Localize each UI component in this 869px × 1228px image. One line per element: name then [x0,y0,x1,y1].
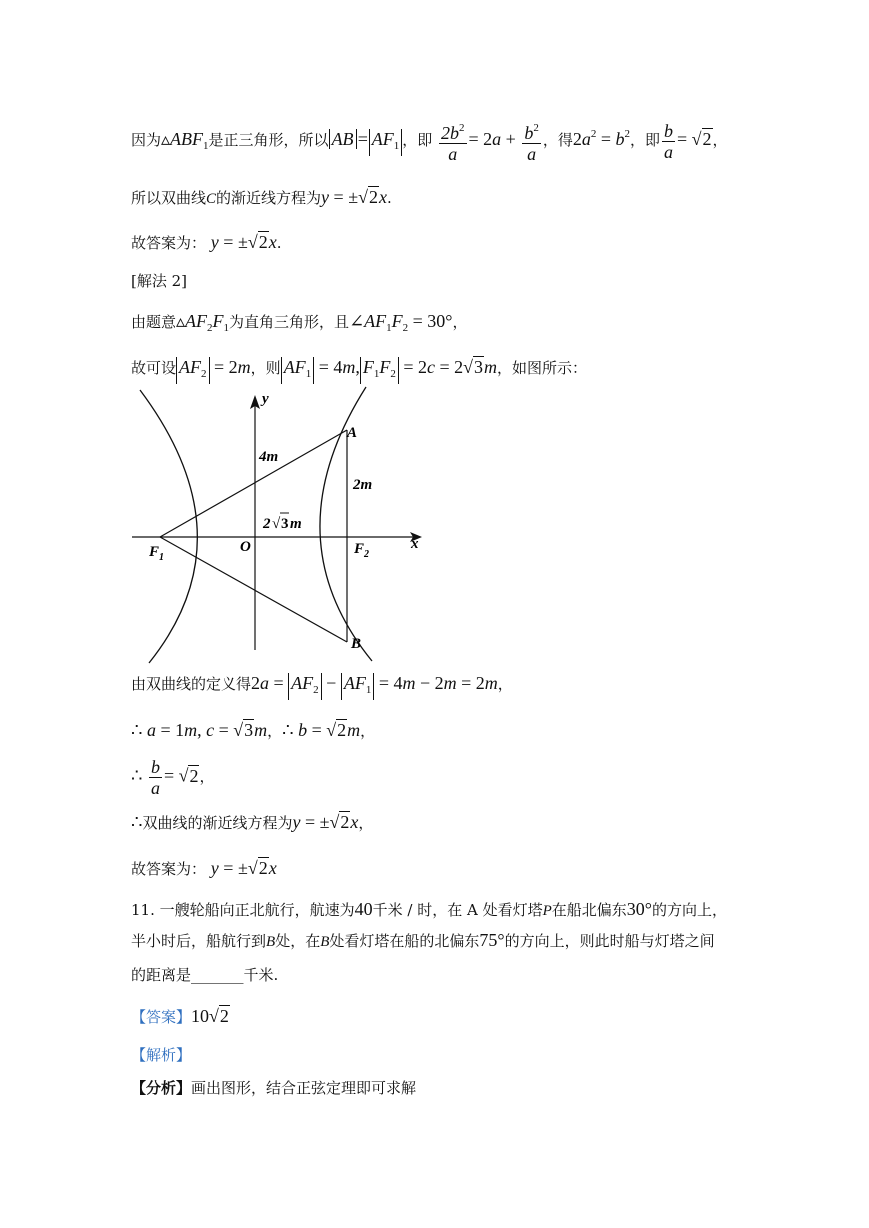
method-2-heading: [解法 2] [131,272,188,290]
text: 故可设 [131,359,177,377]
answer-value: 10 [191,1006,210,1026]
text: 千米 / 时，在 A 处看灯塔 [372,901,543,919]
segment-F1A [160,430,347,537]
text: 的方向上， [651,901,727,919]
hyperbola-right-branch [320,387,372,661]
text: ， [712,131,728,149]
text: 故答案为： [131,860,207,878]
var-C: C [206,191,217,207]
text: 处，在 [275,932,321,950]
text: 故答案为： [131,234,207,252]
text: 在船北偏东 [551,901,627,919]
label-F2: $F_2$ [354,541,370,560]
text: 双曲线的渐近线方程为 [142,814,293,832]
label-B: B [351,636,362,652]
text: ，如图所示： [497,359,588,377]
text: 的渐近线方程为 [216,189,322,207]
svg-text:√: √ [272,516,281,532]
solution-line-8: ∴ a = 1m, c = √3m，∴ b = √2m， [131,720,376,740]
answer-line-1: 故答案为： y = ±√2x. [131,232,282,252]
answer-line-2: 故答案为： y = ±√2x [131,858,277,878]
answer-section: 【答案】10√2 [131,1006,229,1026]
var-B: B [266,934,276,950]
label-O: O [240,539,251,555]
answer-label: 【答案】 [131,1008,192,1026]
hyperbola-left-branch [126,390,166,670]
text: ， [267,722,283,740]
segment-F1B [160,537,347,642]
analysis-label-text: 【解析】 [131,1046,192,1064]
label-4m: 4m [259,449,279,465]
text: ， [497,675,513,693]
text: 由题意 [131,313,177,331]
analysis-label [131,1044,191,1066]
text: . [386,189,392,207]
solution-line-1: 因为$▵ABF_1$是正三角形，所以 AB = $AF_1$ ，即 $\frac{2b^2}{a}$ = 2a + $\frac{b^2}{a}$ ，得$2a^2 = b^2$，即 $\frac{b}{a}$ = √2， [131,118,728,164]
question-11-line-3: 的距离是_______千米. [131,966,279,984]
text: 为直角三角形，且 [229,313,350,331]
svg-text:3: 3 [281,516,289,532]
text: ，即 [630,131,661,149]
text: 的方向上，则此时船与灯塔之间 [504,932,715,950]
text: 由双曲线的定义得 [131,675,252,693]
fenxi-line [131,1077,416,1099]
text: ，即 [402,131,433,149]
text: ， [199,767,215,786]
solution-line-6: 故可设 $AF_2 = 2m$，则 $AF_1 = 4m$, $F_1F_2 = 2c = 2√3m$，如图所示： [131,356,587,384]
solution-line-9: ∴ $\frac{b}{a}$ = √2， [131,757,215,798]
text: . [276,234,282,252]
text: ， [360,722,376,740]
text: ，得 [542,131,573,149]
text: 所以双曲线 [131,189,207,207]
label-2sqrt3m [262,513,302,532]
text: 因为 [131,131,162,149]
solution-line-7: 由双曲线的定义得$2a = AF_2 - AF_1 = 4m - 2m = 2m$， [131,672,513,700]
solution-line-10: ∴双曲线的渐近线方程为y = ±√2x， [131,812,374,832]
hyperbola-figure [126,385,426,670]
label-2m: 2m [353,477,373,493]
fenxi-label: 【分析】 [131,1079,192,1097]
solution-line-5: 由题意$▵AF_2F_1$为直角三角形，且$\angle AF_1F_2 = 30^\circ$， [131,311,468,334]
text: ， [452,313,468,331]
solution-line-2: 所以双曲线C的渐近线方程为y = ±√2x. [131,187,392,207]
text: ，则 [250,359,281,377]
answer-radicand: 2 [219,1006,229,1026]
var-P: P [542,903,552,919]
text: ， [358,814,374,832]
text: 是正三角形，所以 [208,131,329,149]
question-11-line-1: 11. 一艘轮船向正北航行，航速为40千米 / 时，在 A 处看灯塔P在船北偏东30°的方向上， [131,899,727,919]
label-F1: $F_1$ [149,544,165,563]
label-y: y [262,391,269,407]
svg-text:m: m [290,516,302,532]
question-11-line-2: 半小时后，船航行到B处，在B处看灯塔在船的北偏东75°的方向上，则此时船与灯塔之间 [131,930,715,950]
text: 11. 一艘轮船向正北航行，航速为 [131,901,355,919]
label-x: x [411,536,419,552]
fenxi-text: 画出图形，结合正弦定理即可求解 [191,1079,417,1097]
svg-text:2: 2 [263,516,271,532]
label-A: A [347,425,358,441]
hyperbola-left-branch-visible [140,390,197,663]
var-B: B [320,934,330,950]
text: 半小时后，船航行到 [131,932,267,950]
text: 处看灯塔在船的北偏东 [329,932,480,950]
